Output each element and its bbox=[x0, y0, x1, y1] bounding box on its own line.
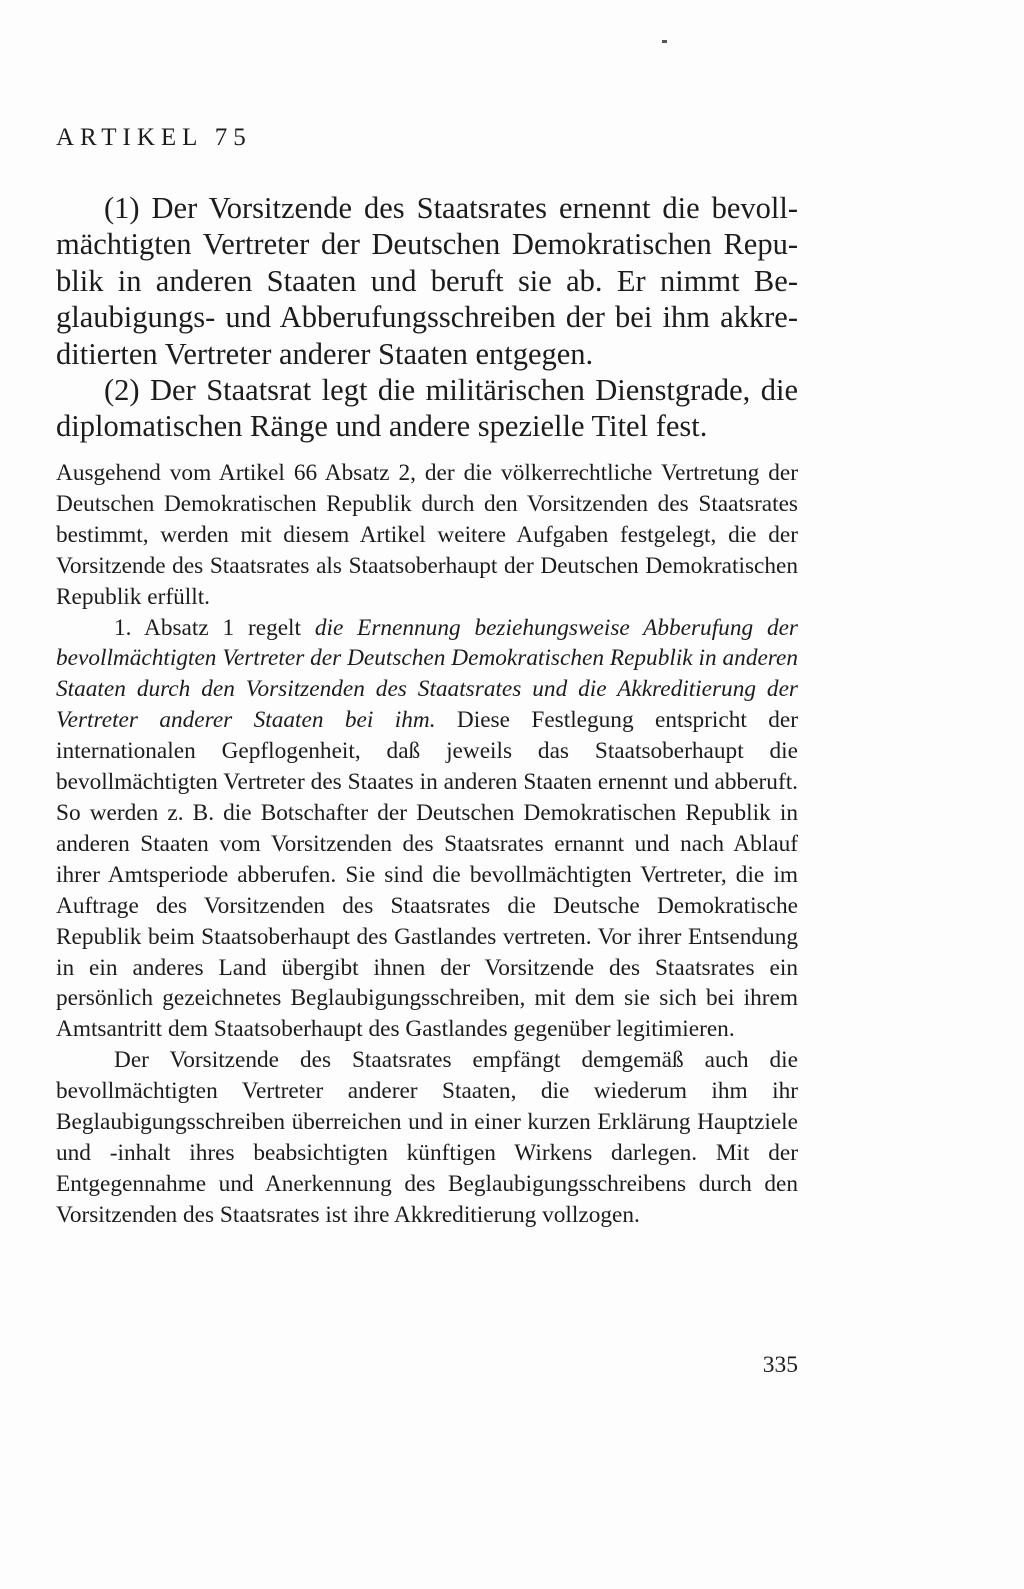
article-heading: ARTIKEL 75 bbox=[56, 124, 252, 151]
commentary-text bbox=[56, 458, 798, 1231]
page bbox=[56, 0, 798, 1589]
commentary-paragraph-2 bbox=[56, 613, 798, 1046]
page-number: 335 bbox=[762, 1352, 798, 1378]
commentary-paragraph-3: Der Vorsitzende des Staatsrates empfängt demgemäß auch die bevollmächtigten Vertreter anderer Staaten, die wiederum ihm ihr Beglaubigungsschreiben überreichen und in einer kurzen Erklärung Hauptziele und -inhalt ihres beabsichtigten künftigen Wirkens darlegen. Mit der Entgegennahme und Anerkennung des Beglaubigungsschreibens durch den Vorsitzenden des Staatsrates ist ihre Akkreditierung vollzogen. bbox=[56, 1047, 798, 1228]
commentary-paragraph-1: Ausgehend vom Artikel 66 Absatz 2, der die völkerrechtliche Vertretung der Deutschen Demokratischen Republik durch den Vorsitzenden des Staatsrates bestimmt, werden mit diesem Artikel weitere Aufgaben festgelegt, die der Vorsitzende des Staatsrates als Staatsoberhaupt der Deutschen Demokratischen Republik erfüllt. bbox=[56, 460, 798, 610]
paragraph-body: Diese Festlegung entspricht der internationalen Gepflogenheit, daß jeweils das Staatsoberhaupt die bevollmächtigten Vertreter des Staates in anderen Staaten ernennt und abberuft. So werden z. B. die Botschafter der Deutschen Demokratischen Republik in anderen Staaten vom Vorsitzenden des Staatsrates ernannt und nach Ablauf ihrer Amtsperiode abberufen. Sie sind die bevollmächtigten Vertreter, die im Auftrage des Vorsitzenden des Staatsrates die Deutsche Demokratische Republik beim Staatsoberhaupt des Gastlandes vertreten. Vor ihrer Entsendung in ein anderes Land übergibt ihnen der Vorsitzende des Staatsrates ein persönlich gezeichnetes Beglaubigungsschreiben, mit dem sie sich bei ihrem Amtsantritt dem Staatsoberhaupt des Gastlandes gegenüber legitimieren. bbox=[56, 707, 799, 1043]
law-paragraph-2: (2) Der Staatsrat legt die militärischen Dienstgrade, die diplomatischen Ränge und andere spezielle Titel fest. bbox=[56, 373, 798, 444]
law-paragraph-1: (1) Der Vorsitzende des Staatsrates ernennt die bevollmächtigten Vertreter der Deutschen Demokratischen Republik in anderen Staaten und beruft sie ab. Er nimmt Beglaubigungs- und Abberufungsschreiben der bei ihm akkreditierten Vertreter anderer Staaten entgegen. bbox=[56, 191, 798, 371]
paragraph-lead: 1. Absatz 1 regelt bbox=[114, 614, 315, 641]
emphasized-text: die Ernennung beziehungsweise Abberufung der bevollmächtigten Vertreter der Deutschen Demokratischen Republik in anderen Staaten durch den Vorsitzenden des Staatsrates und die Akkreditierung der Vertreter anderer Staaten bei ihm. bbox=[56, 614, 798, 734]
law-text bbox=[56, 190, 798, 445]
